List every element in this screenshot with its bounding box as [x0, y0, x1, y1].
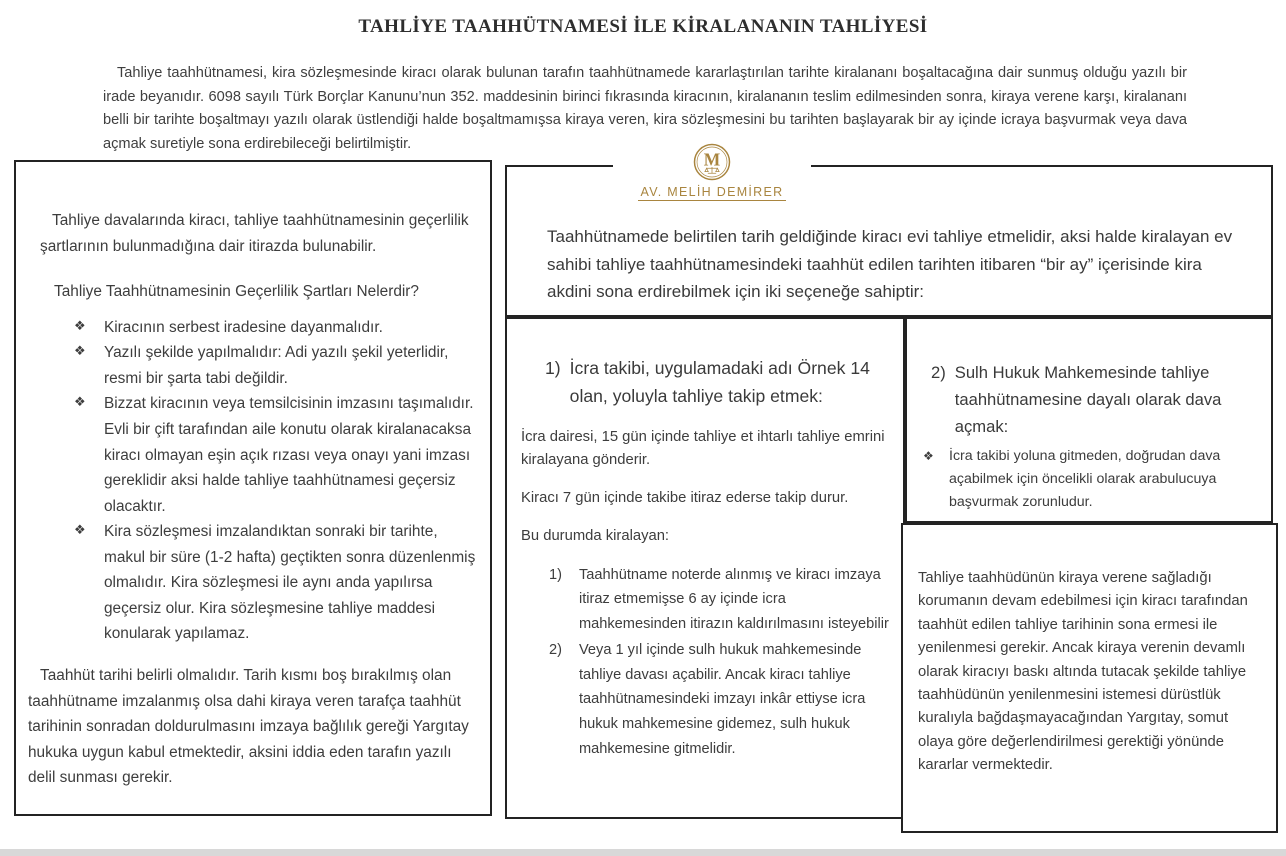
diamond-bullet-icon: ❖: [74, 343, 86, 359]
item-number: 1): [549, 566, 562, 583]
in-this-case-text: Bu durumda kiralayan:: [521, 527, 670, 544]
list-item: [74, 315, 478, 341]
list-item-text: Veya 1 yıl içinde sulh hukuk mahkemesinde tahliye davası açabilir. Ancak kiracı tahliye taahhütnamesindeki imzayı inkâr ettiyse icra hukuk mahkemesine gidemez, sulh hukuk mahkemesine gitmelidir.: [579, 642, 866, 757]
validity-conditions-box: [14, 160, 492, 816]
list-item-text: Taahhütname noterde alınmış ve kiracı imzaya itiraz etmemişse 6 ay içinde icra mahkemesinden itirazın kaldırılmasını isteyebilir: [579, 566, 889, 632]
option2-number: 2): [931, 363, 946, 382]
list-item: [74, 391, 478, 519]
lawsuit-option-box: [905, 317, 1273, 523]
list-item: [74, 519, 478, 647]
enforcement-option-box: [505, 317, 905, 819]
diamond-bullet-icon: ❖: [923, 448, 934, 463]
list-item-text: Yazılı şekilde yapılmalıdır: Adi yazılı şekil yeterlidir, resmi bir şarta tabi değildir.: [104, 344, 449, 387]
renewal-note-text: Tahliye taahhüdünün kiraya verene sağladığı korumanın devam edebilmesi için kiracı tarafından taahhüt edilen tahliye tarihinin sona ermesi ile yenilenmesi gerekir. Ancak kiraya verenin devamlı olarak kiracıyı baskı altında tutacak şekilde tahliye taahhüdünün yenilenmesini istemesi dürüstlük kuralıyla bağdaşmayacağından Yargıtay, somut olaya göre değerlendirilmesi gerektiği yönünde kararlar vermektedir.: [918, 570, 1248, 773]
enforcement-office-text: İcra dairesi, 15 gün içinde tahliye et ihtarlı tahliye emrini kiralayana gönderir.: [521, 429, 885, 469]
list-item-text: Bizzat kiracının veya temsilcisinin imzasını taşımalıdır. Evli bir çift tarafından aile konutu olarak kiralanacaksa kiracı olmayan eşin açık rızası veya onayı yani imzası gereklidir aksi halde tahliye taahhütnamesi geçersiz olacaktır.: [104, 395, 474, 515]
option1-heading-text: İcra takibi, uygulamadaki adı Örnek 14 olan, yoluyla tahliye takip etmek:: [569, 358, 870, 406]
validity-conditions-list: [74, 315, 478, 647]
option2-heading: [931, 359, 1257, 441]
list-item: [549, 638, 889, 761]
list-item: [549, 563, 889, 637]
diamond-bullet-icon: ❖: [74, 317, 86, 333]
item-number: 2): [549, 642, 562, 659]
renewal-note-box: [901, 523, 1278, 833]
svg-text:M: M: [703, 149, 721, 170]
law-firm-logo: [613, 140, 811, 204]
diamond-bullet-icon: ❖: [74, 394, 86, 410]
footer-bar: [0, 849, 1286, 856]
monogram-scales-icon: [692, 142, 732, 182]
list-item-text: Kira sözleşmesi imzalandıktan sonraki bir tarihte, makul bir süre (1-2 hafta) geçtikten sonra düzenlenmiş olmalıdır. Kira sözleşmesi ile aynı anda yapılırsa geçersiz olur. Kira sözleşmesine tahliye maddesi konularak yapılamaz.: [104, 523, 476, 643]
diamond-bullet-icon: ❖: [74, 522, 86, 538]
list-item-text: Kiracının serbest iradesine dayanmalıdır.: [104, 318, 383, 336]
option1-number: 1): [545, 358, 561, 378]
lessor-remedies-list: [549, 563, 889, 761]
law-firm-name: AV. MELİH DEMİRER: [638, 185, 787, 201]
tenant-objection-text: Tahliye davalarında kiracı, tahliye taahhütnamesinin geçerlilik şartlarının bulunmadığına dair itirazda bulunabilir.: [40, 212, 469, 255]
page-title: TAHLİYE TAAHHÜTNAMESİ İLE KİRALANANIN TAHLİYESİ: [358, 16, 928, 37]
options-intro-text: Taahhütnamede belirtilen tarih geldiğinde kiracı evi tahliye etmelidir, aksi halde kiralayan ev sahibi tahliye taahhütnamesindeki taahhüt edilen tarihten itibaren “bir ay” içerisinde kira akdini sona erdirebilmek için iki seçeneğe sahiptir:: [547, 227, 1233, 302]
intro-paragraph: Tahliye taahhütnamesi, kira sözleşmesinde kiracı olarak bulunan tarafın taahhütnamede kararlaştırılan tarihte kiralananı boşaltacağına dair sunmuş olduğu yazılı bir irade beyanıdır. 6098 sayılı Türk Borçlar Kanunu’nun 352. maddesinin birinci fıkrasında kiracının, kiralananın teslim edilmesinden sonra, kiraya verene karşı, kiralananı belli bir tarihte boşaltmayı yazılı olarak üstlendiği halde boşaltmamışsa kiraya veren, kira sözleşmesini bu tarihten başlayarak bir ay içinde icraya başvurmak veya dava açmak suretiyle sona erdirebileceği belirtilmiştir.: [103, 65, 1187, 152]
option2-heading-text: Sulh Hukuk Mahkemesinde tahliye taahhütnamesine dayalı olarak dava açmak:: [954, 363, 1222, 437]
mediation-requirement-item: [923, 445, 1257, 514]
list-item: [74, 340, 478, 391]
option1-heading: [545, 355, 889, 410]
list-item-text: İcra takibi yoluna gitmeden, doğrudan dava açabilmek için öncelikli olarak arabulucuya başvurmak zorunludur.: [949, 447, 1221, 510]
tenant-objection-7days-text: Kiracı 7 gün içinde takibe itiraz ederse takip durur.: [521, 490, 849, 507]
commitment-date-note: Taahhüt tarihi belirli olmalıdır. Tarih kısmı boş bırakılmış olan taahhütname imzalanmış olsa dahi kiraya veren tarafça taahhüt tarihinin sonradan doldurulmasını imzaya bağlılık gereği Yargıtay hukuka uygun kabul etmektedir, aksini iddia eden tarafın yazılı delil sunması gerekir.: [28, 667, 469, 787]
validity-conditions-heading: Tahliye Taahhütnamesinin Geçerlilik Şartları Nelerdir?: [54, 283, 419, 301]
